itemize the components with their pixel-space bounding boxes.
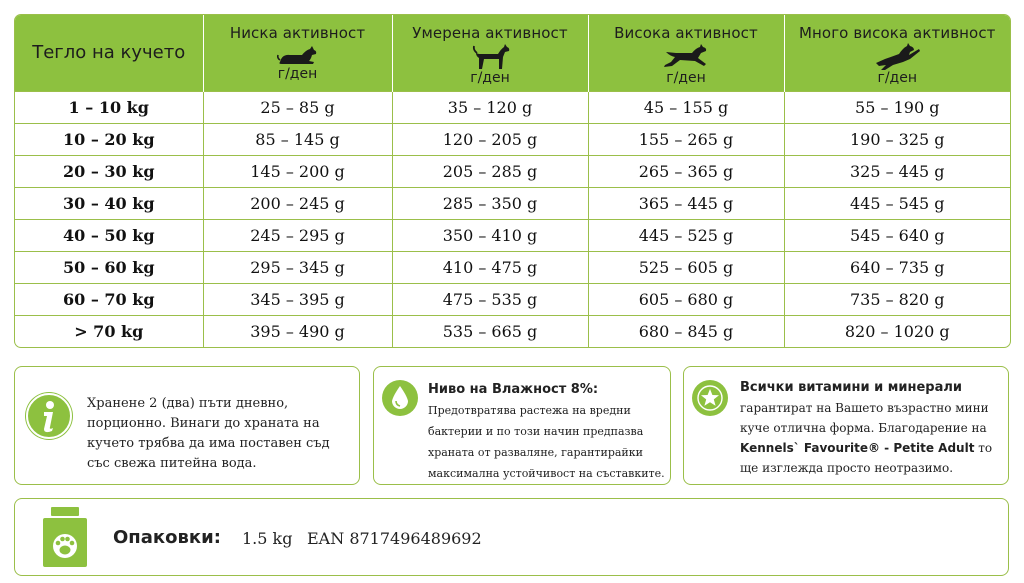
info-icon bbox=[25, 392, 73, 440]
amount-cell: 200 – 245 g bbox=[203, 187, 392, 219]
amount-cell: 365 – 445 g bbox=[588, 187, 784, 219]
table-row bbox=[15, 219, 1010, 251]
packaging-bar bbox=[14, 498, 1009, 576]
amount-cell: 395 – 490 g bbox=[203, 315, 392, 347]
amount-cell: 350 – 410 g bbox=[392, 219, 588, 251]
brand-name: Kennels` Favourite® - Petite Adult bbox=[740, 441, 975, 455]
food-bag-paw-icon bbox=[43, 507, 87, 567]
weight-cell: 50 – 60 kg bbox=[15, 251, 203, 283]
amount-cell: 205 – 285 g bbox=[392, 155, 588, 187]
amount-cell: 735 – 820 g bbox=[784, 283, 1010, 315]
amount-cell: 35 – 120 g bbox=[392, 91, 588, 123]
column-title: Умерена активност bbox=[412, 24, 568, 42]
weight-cell: 60 – 70 kg bbox=[15, 283, 203, 315]
weight-cell: 30 – 40 kg bbox=[15, 187, 203, 219]
vitamins-info-text bbox=[740, 398, 1006, 478]
water-drop-icon bbox=[382, 380, 418, 416]
column-header-high-activity bbox=[588, 15, 784, 91]
unit-label: г/ден bbox=[470, 70, 510, 86]
amount-cell: 345 – 395 g bbox=[203, 283, 392, 315]
weight-column-header bbox=[15, 15, 203, 91]
amount-cell: 680 – 845 g bbox=[588, 315, 784, 347]
amount-cell: 325 – 445 g bbox=[784, 155, 1010, 187]
unit-label: г/ден bbox=[877, 70, 918, 86]
moisture-info-content bbox=[428, 379, 666, 484]
column-header-low-activity bbox=[203, 15, 392, 91]
column-title: Висока активност bbox=[614, 24, 758, 42]
weight-cell: 1 – 10 kg bbox=[15, 91, 203, 123]
vitamins-text-before: гарантират на Вашето възрастно мини куче отлична форма. Благодарение на bbox=[740, 401, 989, 435]
amount-cell: 445 – 525 g bbox=[588, 219, 784, 251]
table-row bbox=[15, 187, 1010, 219]
ean-code: EAN 8717496489692 bbox=[307, 529, 482, 548]
amount-cell: 155 – 265 g bbox=[588, 123, 784, 155]
unit-label: г/ден bbox=[666, 70, 706, 86]
vitamins-info-title: Всички витамини и минерали bbox=[740, 380, 962, 395]
amount-cell: 475 – 535 g bbox=[392, 283, 588, 315]
table-row bbox=[15, 251, 1010, 283]
lying-dog-icon bbox=[276, 44, 320, 66]
amount-cell: 265 – 365 g bbox=[588, 155, 784, 187]
feeding-table bbox=[15, 15, 1010, 347]
weight-cell: 20 – 30 kg bbox=[15, 155, 203, 187]
amount-cell: 445 – 545 g bbox=[784, 187, 1010, 219]
amount-cell: 190 – 325 g bbox=[784, 123, 1010, 155]
moisture-info-box bbox=[373, 366, 671, 485]
weight-cell: > 70 kg bbox=[15, 315, 203, 347]
amount-cell: 145 – 200 g bbox=[203, 155, 392, 187]
weight-header-label: Тегло на кучето bbox=[32, 42, 186, 64]
weight-cell: 40 – 50 kg bbox=[15, 219, 203, 251]
amount-cell: 85 – 145 g bbox=[203, 123, 392, 155]
amount-cell: 55 – 190 g bbox=[784, 91, 1010, 123]
column-title: Много висока активност bbox=[798, 24, 996, 42]
amount-cell: 120 – 205 g bbox=[392, 123, 588, 155]
amount-cell: 410 – 475 g bbox=[392, 251, 588, 283]
table-row bbox=[15, 91, 1010, 123]
amount-cell: 605 – 680 g bbox=[588, 283, 784, 315]
moisture-info-title: Ниво на Влажност 8%: bbox=[428, 382, 599, 397]
table-row bbox=[15, 315, 1010, 347]
amount-cell: 295 – 345 g bbox=[203, 251, 392, 283]
packaging-label: Опаковки: bbox=[113, 527, 221, 548]
vitamins-text-after: то ще изглежда просто неотразимо. bbox=[740, 441, 993, 475]
amount-cell: 535 – 665 g bbox=[392, 315, 588, 347]
table-row bbox=[15, 283, 1010, 315]
star-icon bbox=[692, 380, 728, 416]
jumping-dog-icon bbox=[873, 44, 921, 70]
amount-cell: 525 – 605 g bbox=[588, 251, 784, 283]
feeding-info-text: Хранене 2 (два) пъти дневно, порционно. Винаги до храната на кучето трябва да има поставен съд със свежа питейна вода. bbox=[87, 396, 330, 471]
feeding-table-container bbox=[14, 14, 1011, 348]
moisture-info-text: Предотвратява растежа на вредни бактерии и по този начин предпазва храната от разваляне, гарантирайки максимална устойчивост на съставките. bbox=[428, 404, 665, 480]
standing-dog-icon bbox=[470, 44, 510, 70]
table-row bbox=[15, 123, 1010, 155]
vitamins-info-box bbox=[683, 366, 1009, 485]
amount-cell: 640 – 735 g bbox=[784, 251, 1010, 283]
packaging-size: 1.5 kg bbox=[242, 529, 293, 548]
table-row bbox=[15, 155, 1010, 187]
feeding-info-box bbox=[14, 366, 360, 485]
column-header-very-high-activity bbox=[784, 15, 1010, 91]
weight-cell: 10 – 20 kg bbox=[15, 123, 203, 155]
vitamins-info-content bbox=[740, 378, 1006, 478]
amount-cell: 820 – 1020 g bbox=[784, 315, 1010, 347]
unit-label: г/ден bbox=[277, 66, 318, 82]
amount-cell: 545 – 640 g bbox=[784, 219, 1010, 251]
amount-cell: 245 – 295 g bbox=[203, 219, 392, 251]
table-header-row bbox=[15, 15, 1010, 91]
amount-cell: 45 – 155 g bbox=[588, 91, 784, 123]
amount-cell: 285 – 350 g bbox=[392, 187, 588, 219]
column-title: Ниска активност bbox=[229, 24, 366, 42]
running-dog-icon bbox=[662, 44, 710, 70]
amount-cell: 25 – 85 g bbox=[203, 91, 392, 123]
column-header-moderate-activity bbox=[392, 15, 588, 91]
